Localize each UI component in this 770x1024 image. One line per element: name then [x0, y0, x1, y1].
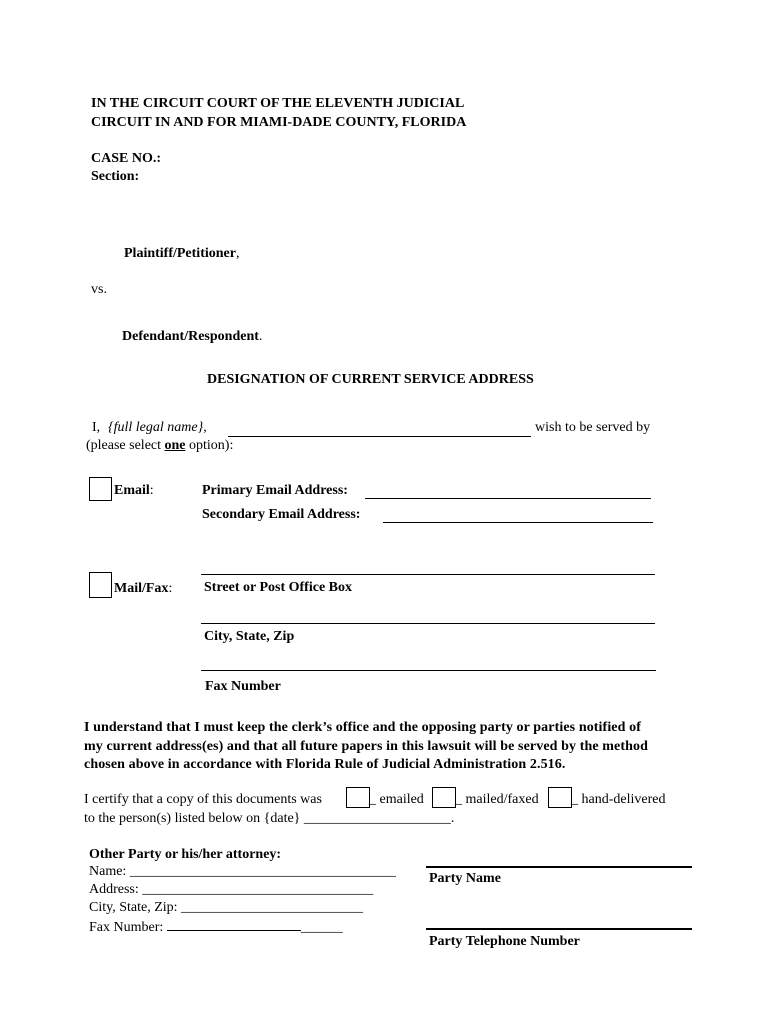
intro-wish-text: wish to be served by — [535, 420, 651, 435]
intro-name-field[interactable] — [108, 420, 207, 436]
intro-comma: , — [203, 420, 207, 435]
court-name-line2: CIRCUIT IN AND FOR MIAMI-DADE COUNTY, FLORIDA — [91, 115, 467, 130]
other-party-city-blank[interactable]: __________________________ — [181, 900, 364, 915]
emailed-checkbox[interactable] — [346, 787, 370, 808]
versus-label: vs. — [91, 282, 107, 297]
party-telephone-label: Party Telephone Number — [429, 934, 580, 949]
other-party-fax-underline[interactable] — [167, 918, 301, 931]
city-state-zip-line[interactable] — [201, 623, 655, 624]
other-party-heading: Other Party or his/her attorney: — [89, 847, 282, 862]
city-state-zip-label: City, State, Zip — [204, 629, 295, 644]
full-legal-name-line[interactable] — [228, 436, 531, 437]
other-party-fax-blank-3[interactable]: ____ — [314, 920, 343, 935]
mailed-faxed-text: mailed/faxed — [465, 792, 539, 807]
party-name-signature-line[interactable] — [426, 866, 692, 868]
other-party-name-label: Name: — [89, 864, 127, 879]
mail-fax-checkbox[interactable] — [89, 572, 112, 598]
date-blank[interactable]: ______________ — [303, 811, 402, 826]
hand-underscore: _ — [571, 792, 578, 807]
hand-delivered-label — [571, 792, 665, 808]
mail-fax-label: Mail/Fax — [114, 581, 169, 596]
intro-line2-pre: (please select — [86, 438, 162, 453]
full-legal-name-placeholder: {full legal name} — [108, 420, 204, 435]
emailed-text: emailed — [379, 792, 424, 807]
fax-number-label: Fax Number — [205, 679, 281, 694]
emailed-label — [369, 792, 424, 808]
other-party-fax-blank-2[interactable]: __ — [300, 920, 315, 935]
notice-line3: chosen above in accordance with Florida Rule of Judicial Administration 2.516. — [84, 757, 566, 772]
fax-number-line[interactable] — [201, 670, 656, 671]
mailed-faxed-checkbox[interactable] — [432, 787, 456, 808]
mailed-faxed-label — [455, 792, 539, 808]
notice-line2: my current address(es) and that all future papers in this lawsuit will be served by the method — [84, 739, 648, 754]
party-name-label: Party Name — [429, 871, 501, 886]
primary-email-line[interactable] — [365, 498, 651, 499]
email-option-label — [114, 483, 154, 499]
intro-one-emphasis: one — [164, 438, 186, 453]
other-party-address-row — [89, 882, 373, 898]
defendant-label: Defendant/Respondent — [122, 329, 259, 344]
plaintiff-line — [124, 246, 239, 262]
secondary-email-line[interactable] — [383, 522, 653, 523]
date-blank-3[interactable]: _____. — [415, 811, 455, 826]
party-telephone-signature-line[interactable] — [426, 928, 692, 930]
certify-text: I certify that a copy of this documents was — [84, 792, 322, 807]
secondary-email-label: Secondary Email Address: — [202, 507, 361, 522]
primary-email-label: Primary Email Address: — [202, 483, 348, 498]
emailed-underscore: _ — [369, 792, 376, 807]
section-label: Section: — [91, 169, 140, 184]
intro-line2-post: option): — [189, 438, 234, 453]
date-placeholder: {date} — [263, 811, 301, 826]
plaintiff-punct: , — [235, 246, 240, 261]
plaintiff-label: Plaintiff/Petitioner — [124, 246, 236, 261]
intro-i: I, — [92, 420, 101, 435]
intro-line2 — [86, 438, 233, 454]
other-party-city-label: City, State, Zip: — [89, 900, 178, 915]
court-name-line1: IN THE CIRCUIT COURT OF THE ELEVENTH JUDICIAL — [91, 96, 465, 111]
other-party-address-label: Address: — [89, 882, 139, 897]
mailed-underscore: _ — [455, 792, 462, 807]
other-party-name-row — [89, 864, 396, 880]
certify-line2 — [84, 811, 454, 827]
other-party-city-row — [89, 900, 363, 916]
email-label: Email — [114, 483, 150, 498]
mail-fax-option-label — [114, 581, 172, 597]
email-colon: : — [149, 483, 154, 498]
date-blank-2[interactable]: __ — [401, 811, 416, 826]
other-party-fax-label: Fax Number: — [89, 920, 164, 935]
street-line[interactable] — [201, 574, 655, 575]
defendant-punct: . — [258, 329, 263, 344]
case-number-label: CASE NO.: — [91, 151, 162, 166]
street-label: Street or Post Office Box — [204, 580, 352, 595]
email-checkbox[interactable] — [89, 477, 112, 501]
mail-fax-colon: : — [168, 581, 173, 596]
document-title: DESIGNATION OF CURRENT SERVICE ADDRESS — [207, 372, 534, 387]
defendant-line — [122, 329, 262, 345]
hand-delivered-text: hand-delivered — [581, 792, 666, 807]
other-party-fax-row — [89, 918, 343, 936]
other-party-name-blank[interactable]: ______________________________________ — [129, 864, 396, 879]
other-party-address-blank[interactable]: _________________________________ — [142, 882, 374, 897]
hand-delivered-checkbox[interactable] — [548, 787, 572, 808]
certify-line2-pre: to the person(s) listed below on — [84, 811, 261, 826]
notice-line1: I understand that I must keep the clerk’s office and the opposing party or parties notified of — [84, 720, 641, 735]
